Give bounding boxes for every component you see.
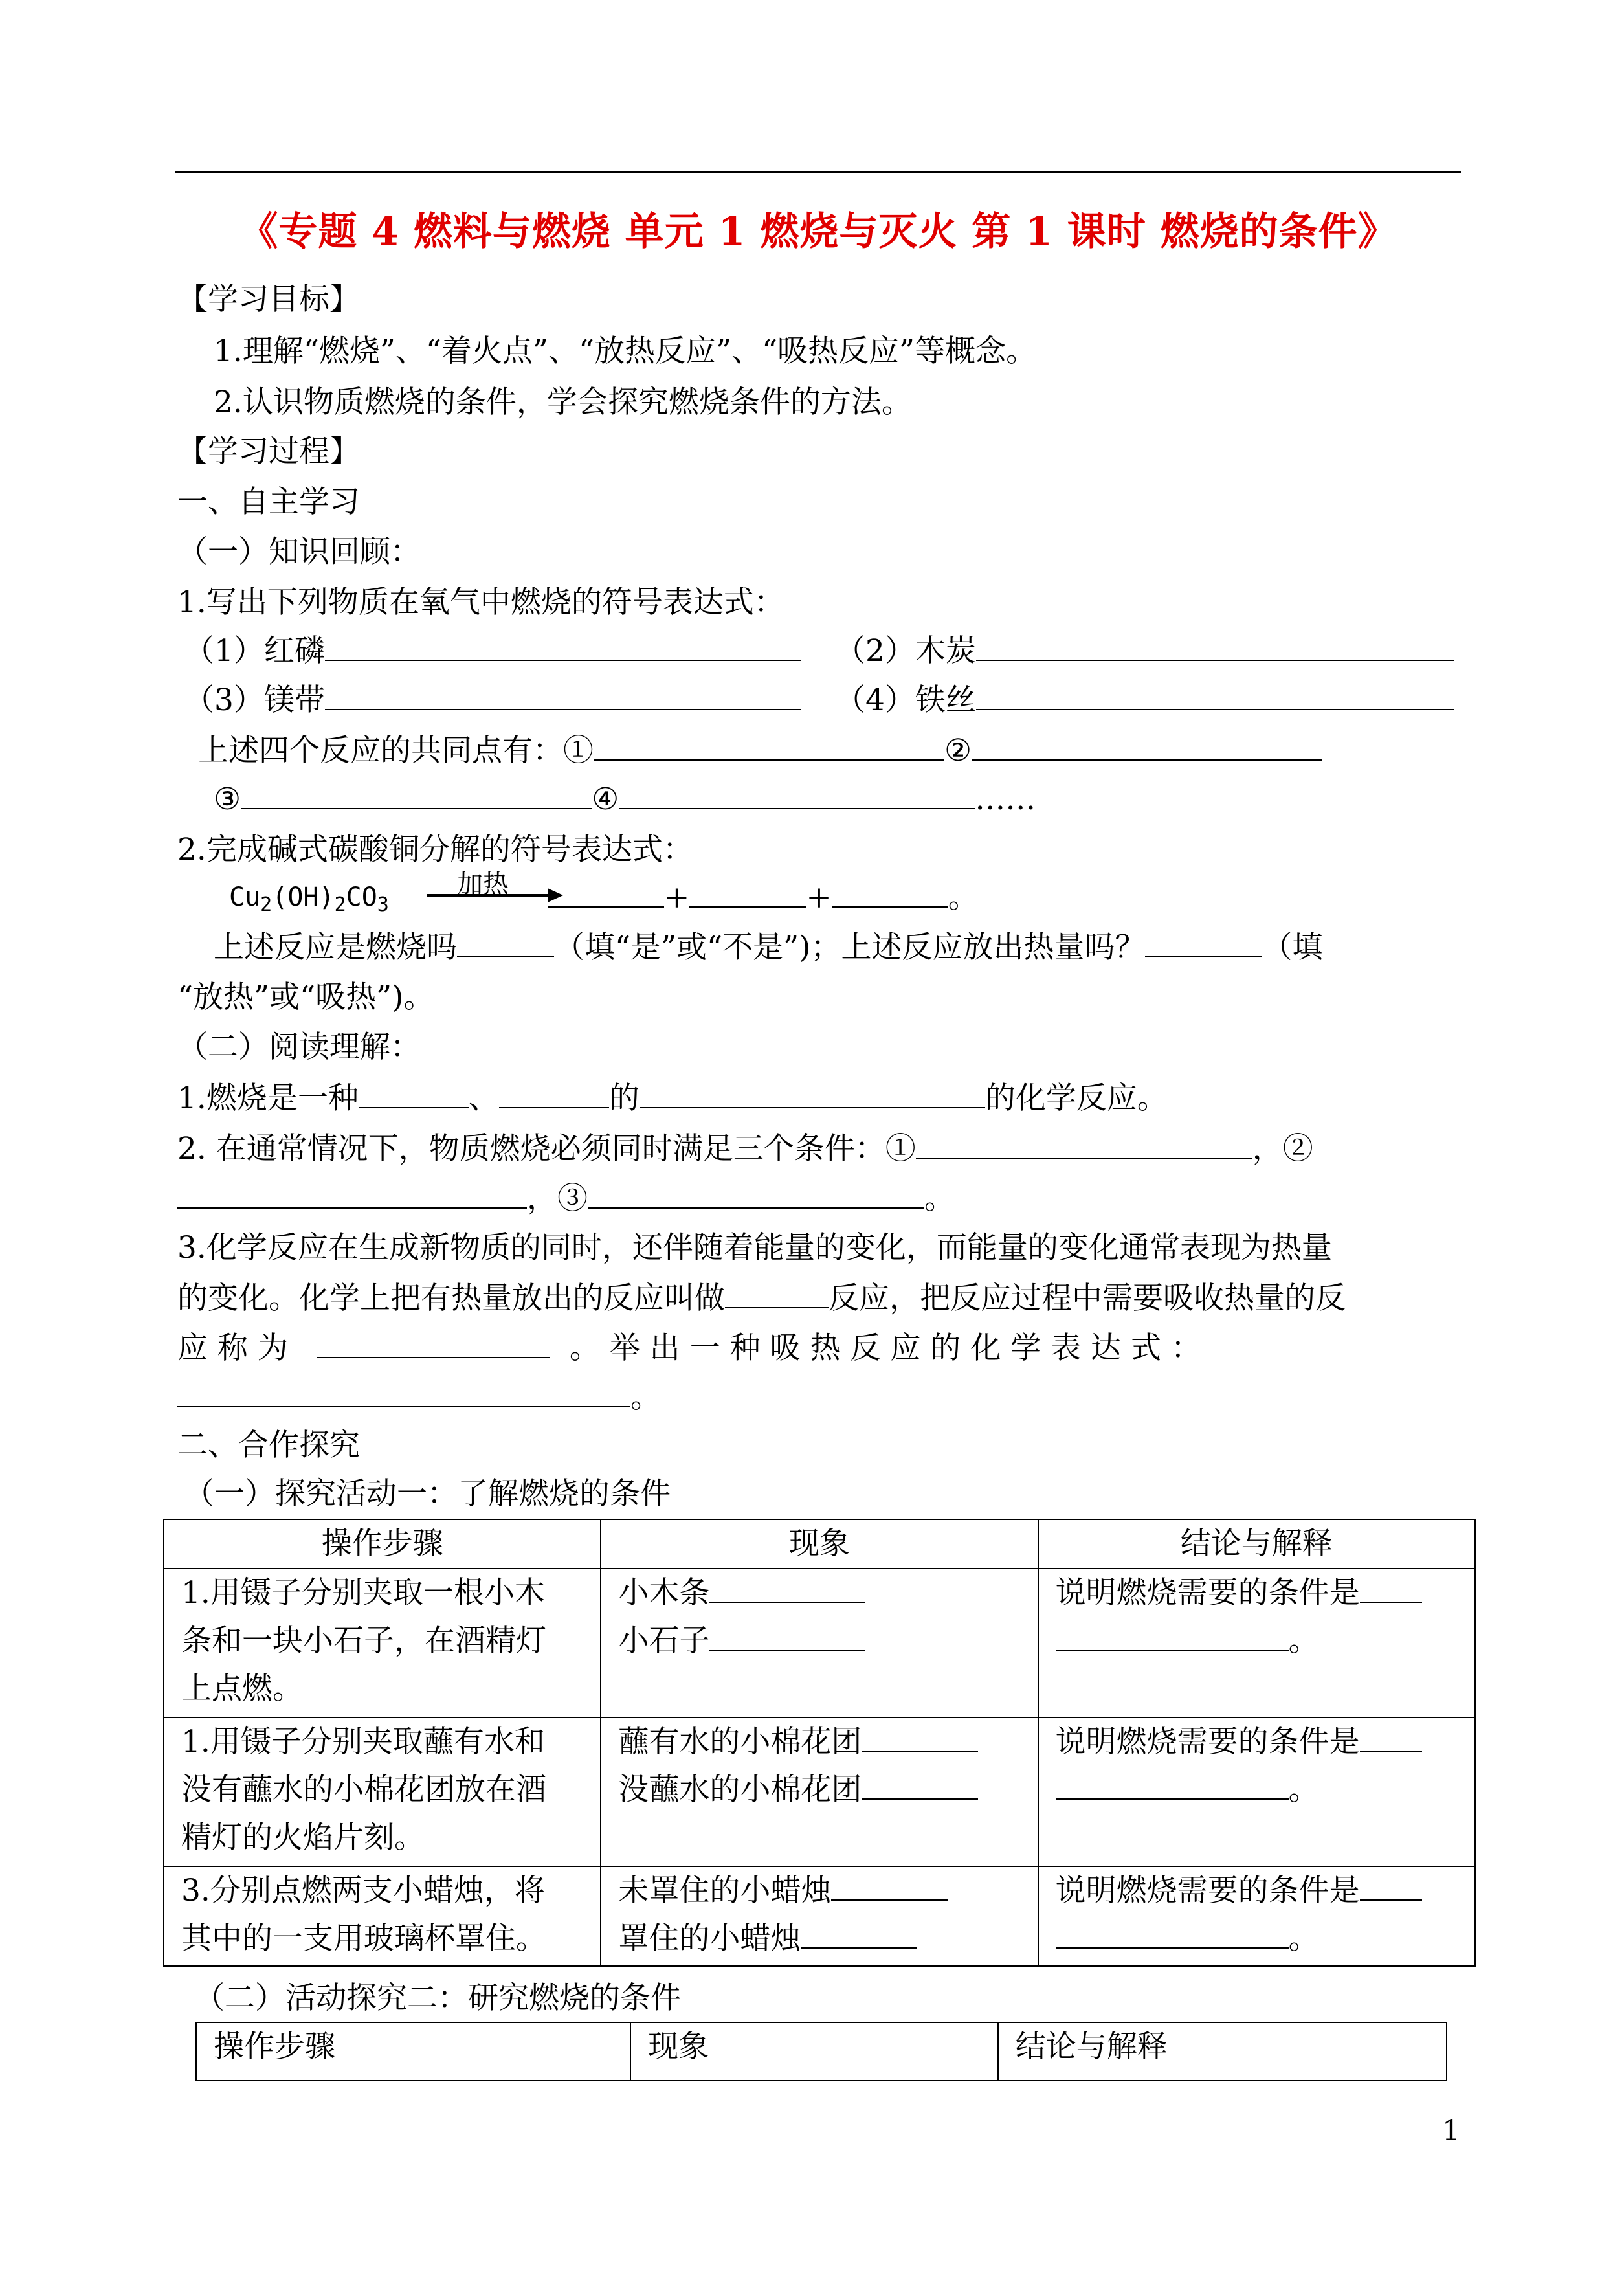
table-header: 现象 <box>630 2022 997 2081</box>
q2-questions-line: 上述反应是燃烧吗 （填“是”或“不是”)；上述反应放出热量吗？ （填 <box>214 928 1322 967</box>
section2-heading: 二、合作探究 <box>177 1427 360 1463</box>
review-heading: （一）知识回顾： <box>177 534 421 570</box>
q1-item-1: （1）红磷 <box>184 631 801 671</box>
reading-q3-line2: 的变化。化学上把有热量放出的反应叫做 反应，把反应过程中需要吸收热量的反 <box>177 1279 1346 1318</box>
table-header-row <box>164 1519 1475 1569</box>
activity2-table <box>195 2022 1447 2081</box>
step-cell: 1.用镊子分别夹取一根小木 条和一块小石子，在酒精灯 上点燃。 <box>164 1569 601 1717</box>
q1-text: 1.写出下列物质在氧气中燃烧的符号表达式： <box>177 585 784 620</box>
answer-blank[interactable] <box>862 1770 978 1800</box>
conclusion-cell: 说明燃烧需要的条件是 。 <box>1038 1717 1475 1866</box>
answer-blank[interactable] <box>1360 1722 1422 1752</box>
common-points-line-2: ③ ④ …… <box>214 779 1036 819</box>
table-header: 结论与解释 <box>998 2022 1447 2081</box>
activity2-heading: （二）活动探究二：研究燃烧的条件 <box>194 1980 681 2016</box>
table-row <box>164 1717 1475 1866</box>
reading-q2: 2. 在通常情况下，物质燃烧必须同时满足三个条件：① ，② <box>177 1129 1313 1169</box>
table-header-row <box>196 2022 1447 2081</box>
answer-blank[interactable] <box>709 1621 865 1651</box>
answer-blank[interactable] <box>976 680 1454 710</box>
observation-cell: 未罩住的小蜡烛 罩住的小蜡烛 <box>601 1866 1038 1966</box>
answer-blank[interactable] <box>1056 1770 1289 1800</box>
answer-blank[interactable] <box>916 1129 1252 1159</box>
table-row <box>164 1569 1475 1717</box>
common-points-line: 上述四个反应的共同点有：① ② <box>198 731 1322 770</box>
answer-blank[interactable] <box>177 1179 527 1209</box>
table-header: 结论与解释 <box>1038 1519 1475 1569</box>
answer-blank[interactable] <box>832 878 948 908</box>
q2-questions-line-2: “放热”或“吸热”)。 <box>177 979 434 1015</box>
answer-blank[interactable] <box>588 1179 924 1209</box>
answer-blank[interactable] <box>325 680 801 710</box>
activity1-table <box>163 1519 1476 1967</box>
answer-blank[interactable] <box>177 1378 630 1407</box>
answer-blank[interactable] <box>709 1573 865 1603</box>
answer-blank[interactable] <box>1360 1871 1422 1901</box>
answer-blank[interactable] <box>548 878 664 908</box>
table-header: 操作步骤 <box>196 2022 630 2081</box>
reading-q3-line4: 。 <box>177 1378 661 1417</box>
observation-cell: 小木条 小石子 <box>601 1569 1038 1717</box>
table-row <box>164 1866 1475 1966</box>
answer-blank[interactable] <box>1056 1919 1289 1949</box>
reaction-arrow-icon <box>427 886 563 905</box>
observation-cell: 蘸有水的小棉花团 没蘸水的小棉花团 <box>601 1717 1038 1866</box>
answer-blank[interactable] <box>831 1871 948 1901</box>
process-heading: 【学习过程】 <box>177 434 360 469</box>
objectives-heading: 【学习目标】 <box>177 282 360 317</box>
answer-blank[interactable] <box>325 631 801 661</box>
answer-blank[interactable] <box>972 731 1322 761</box>
reading-q3-line3: 应 称 为 。 举 出 一 种 吸 热 反 应 的 化 学 表 达 式 ： <box>177 1328 1201 1368</box>
q1-item-4: （4）铁丝 <box>835 680 1454 720</box>
answer-blank[interactable] <box>862 1722 978 1752</box>
header-rule <box>175 171 1461 173</box>
q2-text: 2.完成碱式碳酸铜分解的符号表达式： <box>177 832 693 867</box>
answer-blank[interactable] <box>1360 1573 1422 1603</box>
reading-heading: （二）阅读理解： <box>177 1029 421 1065</box>
answer-blank[interactable] <box>619 779 975 809</box>
answer-blank[interactable] <box>499 1079 609 1108</box>
step-cell: 1.用镊子分别夹取蘸有水和 没有蘸水的小棉花团放在酒 精灯的火焰片刻。 <box>164 1717 601 1866</box>
objective-1: 1.理解“燃烧”、“着火点”、“放热反应”、“吸热反应”等概念。 <box>214 333 1037 369</box>
reading-q1: 1.燃烧是一种 、 的 的化学反应。 <box>177 1079 1168 1118</box>
section1-heading: 一、自主学习 <box>177 484 360 520</box>
step-cell: 3.分别点燃两支小蜡烛，将 其中的一支用玻璃杯罩住。 <box>164 1866 601 1966</box>
answer-blank[interactable] <box>689 878 806 908</box>
table-header: 现象 <box>601 1519 1038 1569</box>
conclusion-cell: 说明燃烧需要的条件是 。 <box>1038 1569 1475 1717</box>
answer-blank[interactable] <box>317 1328 550 1358</box>
answer-blank[interactable] <box>801 1919 917 1949</box>
answer-blank[interactable] <box>1145 928 1262 957</box>
answer-blank[interactable] <box>241 779 592 809</box>
answer-blank[interactable] <box>725 1279 829 1308</box>
reading-q2-cont: ，③ 。 <box>177 1179 955 1218</box>
answer-blank[interactable] <box>976 631 1454 661</box>
page-title: 《专题 4 燃料与燃烧 单元 1 燃烧与灭火 第 1 课时 燃烧的条件》 <box>239 209 1397 254</box>
objective-2: 2.认识物质燃烧的条件，学会探究燃烧条件的方法。 <box>214 385 912 420</box>
q1-item-2: （2）木炭 <box>835 631 1454 671</box>
answer-blank[interactable] <box>594 731 944 761</box>
conclusion-cell: 说明燃烧需要的条件是 。 <box>1038 1866 1475 1966</box>
reading-q3-line1: 3.化学反应在生成新物质的同时，还伴随着能量的变化，而能量的变化通常表现为热量 <box>177 1230 1332 1266</box>
answer-blank[interactable] <box>359 1079 469 1108</box>
page-number: 1 <box>1442 2114 1460 2147</box>
table-header: 操作步骤 <box>164 1519 601 1569</box>
heat-label: 加热 <box>457 869 509 899</box>
products-line: + + 。 <box>548 878 979 917</box>
q1-item-3: （3）镁带 <box>184 680 801 720</box>
activity1-heading: （一）探究活动一：了解燃烧的条件 <box>184 1476 671 1512</box>
answer-blank[interactable] <box>640 1079 985 1108</box>
chemical-formula: $Cu_2(OH)_2CO_3$ <box>229 882 389 916</box>
answer-blank[interactable] <box>457 928 554 957</box>
answer-blank[interactable] <box>1056 1621 1289 1651</box>
